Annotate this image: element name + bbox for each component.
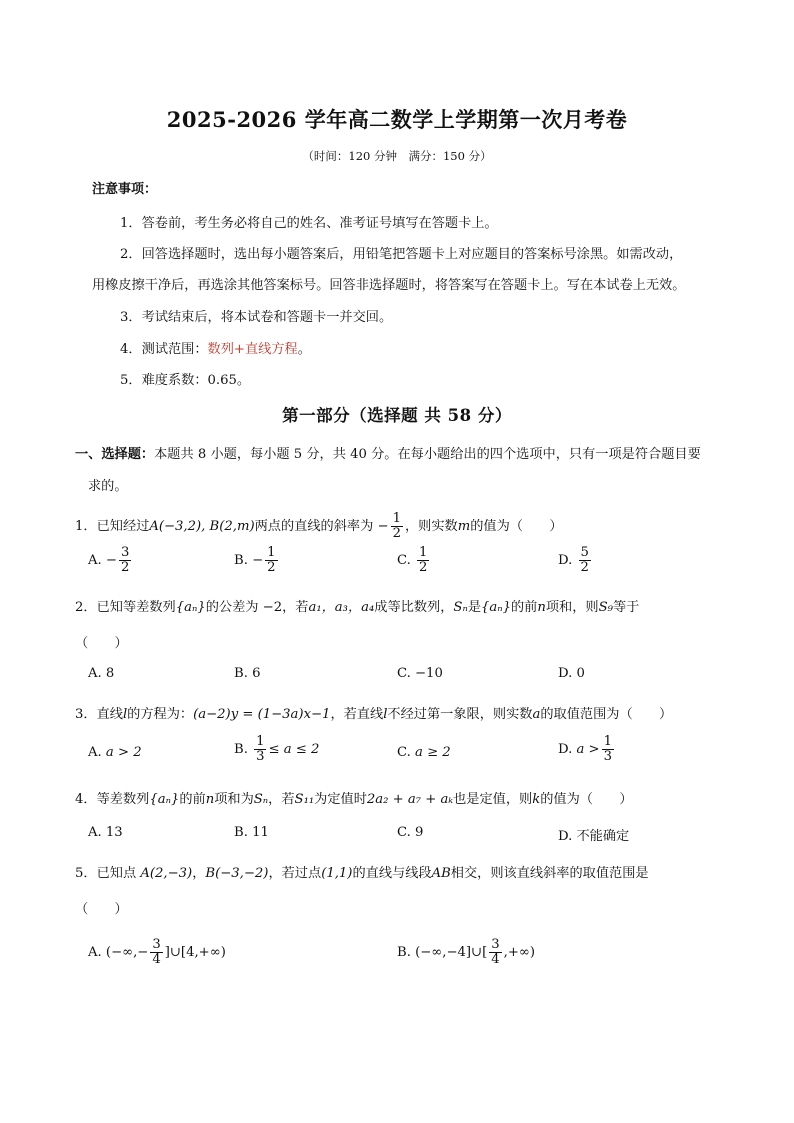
q3-equation: (a−2)y = (1−3a)x−1	[193, 707, 331, 722]
q3-c-label: C.	[397, 745, 411, 760]
q1-a-num: 3	[120, 545, 130, 560]
notice-item-3: 3．考试结束后，将本试卷和答题卡一并交回。	[120, 310, 393, 325]
q1-c-num: 1	[419, 545, 428, 560]
q1-c-fraction	[417, 546, 429, 575]
q1-slope-sign: −	[377, 518, 389, 534]
question-2	[75, 596, 639, 615]
q2-text-7: 等于	[612, 600, 640, 615]
notice-item-4-end: 。	[297, 342, 311, 357]
q1-text-4: 的值为（ ）	[470, 518, 563, 534]
question-1-number: 1．	[75, 518, 97, 534]
q1-d-den: 2	[580, 559, 589, 575]
q5-b-fraction	[489, 938, 501, 967]
section-title: 第一部分（选择题 共 58 分）	[282, 406, 512, 425]
q2-text-2: 的公差为 −2，若	[205, 600, 309, 615]
q2-text-6: 项和，则	[545, 600, 599, 615]
q3-b-label: B.	[234, 741, 248, 757]
q5-text-3: 的直线与线段	[352, 866, 432, 881]
q2-text-3: 成等比数列，	[374, 600, 454, 615]
section-instruction-prefix: 一、选择题：	[75, 447, 155, 462]
q3-text-1: 直线	[96, 707, 123, 722]
exam-subtitle: （时间：120 分钟 满分：150 分）	[302, 149, 492, 163]
q4-text-5: 为定值时	[314, 792, 367, 807]
q5-text-4: 相交，则该直线斜率的取值范围是	[450, 866, 649, 881]
q1-b-den: 2	[267, 559, 276, 575]
section-instruction-a	[75, 443, 701, 462]
q3-d-pre: a >	[576, 741, 600, 757]
q4-text-6: 也是定值，则	[453, 792, 533, 807]
q5-paren: （ ）	[75, 902, 128, 917]
q5-point: (1,1)	[321, 866, 353, 881]
q2-seq: {aₙ}	[175, 600, 206, 615]
q1-option-a	[88, 546, 133, 575]
q2-option-c: C. −10	[397, 666, 443, 681]
q5-b-right: ,+∞)	[503, 944, 536, 960]
q1-a-den: 2	[120, 559, 130, 575]
q2-seq-2: {aₙ}	[481, 600, 511, 615]
question-5-number: 5．	[75, 866, 97, 881]
q3-text-3: ，若直线	[330, 707, 384, 722]
q5-text-2: ，若过点	[268, 866, 322, 881]
q3-option-c	[397, 745, 451, 760]
q1-text-1: 已知经过	[96, 518, 150, 534]
q5-b-label: B.	[397, 944, 411, 960]
exam-title: 2025-2026 学年高二数学上学期第一次月考卷	[166, 107, 628, 132]
q1-text-2: 两点的直线的斜率为	[254, 518, 374, 534]
q3-option-a	[88, 745, 142, 760]
q1-b-num: 1	[267, 545, 276, 560]
q5-a-den: 4	[152, 951, 161, 967]
q4-text-7: 的值为（ ）	[540, 792, 633, 807]
q3-b-rest: ≤ a ≤ 2	[268, 741, 320, 757]
q1-d-num: 5	[580, 545, 589, 560]
q1-d-label: D.	[558, 552, 573, 568]
q1-d-fraction	[579, 546, 591, 575]
q4-option-c: C. 9	[397, 825, 424, 840]
q5-point-a: A(2,−3)	[140, 866, 193, 881]
q1-b-label: B.	[234, 552, 248, 568]
q4-s11: S₁₁	[294, 792, 315, 807]
q3-c-value: a ≥ 2	[415, 745, 451, 760]
q4-n: n	[205, 792, 215, 807]
question-5	[75, 862, 649, 881]
question-4	[75, 788, 633, 807]
test-scope: 数列+直线方程	[207, 342, 298, 357]
q3-a-value: a > 2	[105, 745, 142, 760]
q4-option-a: A. 13	[88, 825, 123, 840]
q5-a-fraction	[150, 938, 162, 967]
question-3	[75, 703, 672, 722]
q1-c-den: 2	[419, 559, 428, 575]
notice-item-5: 5．难度系数：0.65。	[120, 373, 251, 388]
q2-option-a: A. 8	[88, 666, 115, 681]
question-1	[75, 512, 563, 541]
question-3-number: 3．	[75, 707, 97, 722]
notice-item-2a: 2．回答选择题时，选出每小题答案后，用铅笔把答题卡上对应题目的答案标号涂黑。如需改动，	[120, 247, 683, 262]
q3-a: a	[532, 707, 541, 722]
q5-option-a	[88, 938, 226, 967]
q5-separator: ，	[192, 866, 206, 881]
notice-item-4-label: 4．测试范围：	[120, 342, 208, 357]
q4-sn: Sₙ	[253, 792, 269, 807]
question-4-number: 4．	[75, 792, 97, 807]
notice-item-4	[120, 338, 311, 357]
q5-a-left: (−∞,−	[105, 944, 149, 960]
q2-text-5: 的前	[511, 600, 538, 615]
q1-c-label: C.	[397, 552, 411, 568]
q4-option-b: B. 11	[234, 825, 269, 840]
q2-n: n	[537, 600, 546, 615]
q1-points: A(−3,2), B(2,m)	[149, 518, 255, 534]
q2-option-b: B. 6	[234, 666, 261, 681]
q4-expression: 2a₂ + a₇ + aₖ	[366, 792, 454, 807]
q1-slope-fraction	[391, 512, 403, 541]
q2-paren: （ ）	[75, 636, 128, 651]
q2-terms: a₁，a₃，a₄	[308, 600, 375, 615]
q4-option-d: D. 不能确定	[558, 829, 630, 844]
section-instruction-b: 求的。	[88, 479, 128, 494]
q1-option-b	[234, 546, 280, 575]
q3-text-5: 的取值范围为（ ）	[540, 707, 673, 722]
q1-slope-num: 1	[392, 511, 401, 526]
q3-l-2: l	[383, 707, 388, 722]
q1-b-sign: −	[252, 552, 264, 568]
q3-text-2: 的方程为：	[127, 707, 194, 722]
q5-b-left: (−∞,−4]∪[	[415, 944, 488, 960]
q4-seq: {aₙ}	[149, 792, 180, 807]
notice-item-2b: 用橡皮擦干净后，再选涂其他答案标号。回答非选择题时，将答案写在答题卡上。写在本试卷上无效。	[92, 278, 686, 293]
q4-k: k	[532, 792, 541, 807]
q5-b-den: 4	[491, 951, 500, 967]
q1-option-d	[558, 546, 593, 575]
q3-option-b	[234, 735, 319, 764]
q2-sn: Sₙ	[453, 600, 468, 615]
q5-point-b: B(−3,−2)	[205, 866, 269, 881]
notice-item-1: 1．答卷前，考生务必将自己的姓名、准考证号填写在答题卡上。	[120, 216, 498, 231]
q4-text-2: 的前	[179, 792, 206, 807]
q5-b-num: 3	[491, 937, 500, 952]
q1-a-sign: −	[105, 552, 117, 568]
q1-option-c	[397, 546, 431, 575]
q1-b-fraction	[265, 546, 277, 575]
q5-option-b	[397, 938, 535, 967]
q5-text-1: 已知点	[96, 866, 137, 881]
q2-text-1: 已知等差数列	[96, 600, 176, 615]
q5-a-label: A.	[88, 944, 102, 960]
q4-text-4: ，若	[268, 792, 295, 807]
q3-d-label: D.	[558, 741, 573, 757]
q3-l: l	[122, 707, 128, 722]
question-2-number: 2．	[75, 600, 97, 615]
q2-option-d: D. 0	[558, 666, 585, 681]
notice-heading: 注意事项：	[92, 182, 158, 197]
q2-text-4: 是	[467, 600, 481, 615]
q3-text-4: 不经过第一象限，则实数	[387, 707, 533, 722]
q5-a-right: ]∪[4,+∞)	[164, 944, 226, 960]
section-instruction-text: 本题共 8 小题，每小题 5 分，共 40 分。在每小题给出的四个选项中，只有一项是符合题目要	[154, 447, 701, 462]
q1-a-label: A.	[88, 552, 102, 568]
q3-d-den: 3	[603, 748, 612, 764]
q1-slope-den: 2	[392, 525, 401, 541]
q5-a-num: 3	[152, 937, 161, 952]
q3-b-num: 1	[256, 734, 265, 749]
q3-a-label: A.	[88, 745, 102, 760]
q1-var: m	[457, 518, 471, 534]
q1-a-fraction	[119, 546, 131, 575]
q3-d-num: 1	[603, 734, 612, 749]
q2-s9: S₉	[598, 600, 613, 615]
q3-option-d	[558, 735, 616, 764]
q4-text-1: 等差数列	[96, 792, 150, 807]
q3-b-den: 3	[256, 748, 265, 764]
q1-text-3: ，则实数	[404, 518, 458, 534]
q3-b-fraction	[254, 735, 266, 764]
q5-ab: AB	[431, 866, 451, 881]
q4-text-3: 项和为	[214, 792, 254, 807]
q3-d-fraction	[602, 735, 614, 764]
